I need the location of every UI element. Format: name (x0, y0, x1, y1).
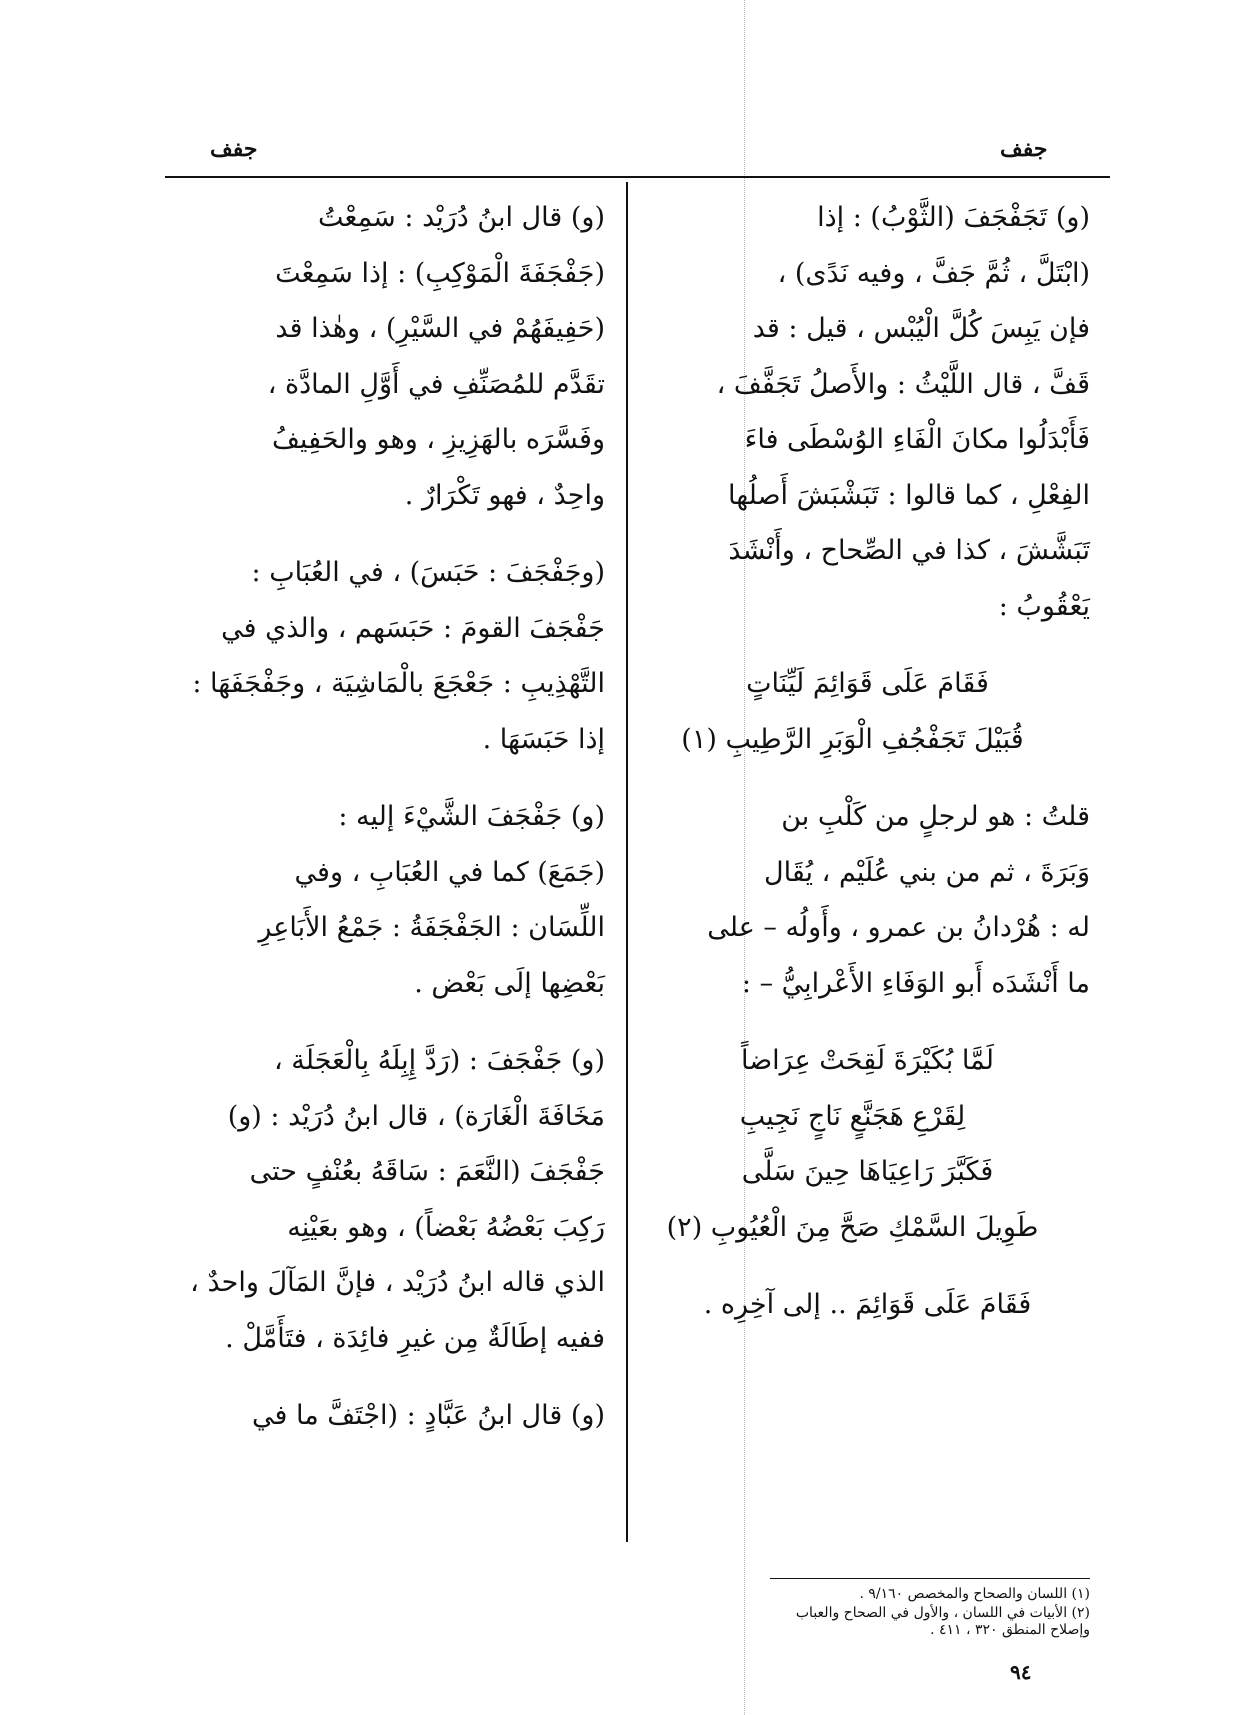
page-number: ٩٤ (1010, 1660, 1032, 1684)
column-divider (626, 182, 628, 1542)
header-rule (165, 176, 1110, 178)
header-word-left: جفف (210, 136, 258, 162)
entry-paragraph: (وجَفْجَفَ : حَبَسَ) ، في العُبَابِ : جَفْجَفَ القومَ : حَبَسَهم ، والذي في التَّهْذِيبِ : جَعْجَعَ بالْمَاشِيَة ، وجَفْجَفَهَا : إذا حَبَسَهَا . (192, 557, 605, 755)
entry-paragraph: (و) قال ابنُ عَبَّادٍ : (اجْتَفَّ ما في (251, 1400, 605, 1431)
entry-paragraph: قلتُ : هو لرجلٍ من كَلْبِ بن وَبَرَةَ ، ثم من بني عُلَيْم ، يُقَال له : هُرْدانُ بن عمرو ، وأَولُه – على ما أَنْشَدَه أَبو الوَفَاءِ الأَعْرابِيُّ – : (707, 801, 1090, 999)
verse-line: لَمَّا بُكَيْرَةَ لَقِحَتْ عِرَاضاً (741, 1045, 994, 1076)
entry-paragraph: (و) جَفْجَفَ الشَّيْءَ إليه : (جَمَعَ) كما في العُبَابِ ، وفي اللِّسَان : الجَفْجَفَةُ : جَمْعُ الأَبَاعِرِ بَعْضِها إلَى بَعْض . (258, 801, 605, 999)
entry-paragraph: (و) قال ابنُ دُرَيْد : سَمِعْتُ (جَفْجَفَةَ الْمَوْكِبِ) : إذا سَمِعْتَ (حَفِيفَهُمْ في السَّيْرِ) ، وهٰذا قد تقَدَّم للمُصَنِّفِ في أَوَّلِ المادَّة ، وفَسَّرَه بالهَزِيزِ ، وهو والحَفِيفُ واحِدٌ ، فهو تَكْرَارٌ . (267, 202, 605, 511)
footnote-2: (٢) الأبيات في اللسان ، والأول في الصحاح والعباب وإصلاح المنطق ٣٢٠ ، ٤١١ . (795, 1605, 1090, 1638)
verse-line: لِقَرْعِ هَجَنَّعٍ نَاجٍ نَجِيبِ (739, 1100, 966, 1132)
header-word-right: جفف (1000, 136, 1048, 162)
entry-paragraph: (و) تَجَفْجَفَ (الثَّوْبُ) : إذا (ابْتَلَّ ، ثُمَّ جَفَّ ، وفيه نَدًى) ، فإن يَبِسَ كُلَّ الْيُبْس ، قيل : قد قَفَّ ، قال اللَّيْثُ : والأَصلُ تَجَفَّفَ ، فَأَبْدَلُوا مكانَ الْفَاءِ الوُسْطَى فاءَ الفِعْلِ ، كما قالوا : تَبَشْبَشَ أَصلُها تَبَشَّشَ ، كذا في الصِّحاح ، وأَنْشَدَ يَعْقُوبُ : (716, 202, 1090, 622)
verse-line: فَكَبَّرَ رَاعِيَاهَا حِينَ سَلَّى (741, 1156, 994, 1187)
verse-line: فَقَامَ عَلَى قَوَائِمَ لَيِّنَاتٍ (746, 668, 989, 699)
verse-line: طَوِيلَ السَّمْكِ صَحَّ مِنَ الْعُيُوبِ (٢) (666, 1211, 1039, 1243)
left-column (150, 190, 605, 1444)
verse-line: فَقَامَ عَلَى قَوَائِمَ .. إلى آخِرِه . (703, 1289, 1032, 1320)
footnote-1: (١) اللسان والصحاح والمخصص ٩/١٦٠ . (859, 1586, 1090, 1602)
right-column (645, 190, 1090, 1333)
verse-line: قُبَيْلَ تَجَفْجُفِ الْوَبَرِ الرَّطِيبِ (١) (681, 723, 1024, 755)
footnote-rule (770, 1578, 1090, 1579)
entry-paragraph: (و) جَفْجَفَ : (رَدَّ إِبِلَهُ بِالْعَجَلَة ، مَخَافَةَ الْغَارَة) ، قال ابنُ دُرَيْد : (و) جَفْجَفَ (النَّعَمَ : سَاقَهُ بعُنْفٍ حتى رَكِبَ بَعْضُهُ بَعْضاً) ، وهو بعَيْنِه الذي قاله ابنُ دُرَيْد ، فإنَّ المَآلَ واحدٌ ، ففيه إطَالَةٌ مِن غيرِ فائِدَة ، فتَأَمَّلْ . (190, 1045, 605, 1354)
